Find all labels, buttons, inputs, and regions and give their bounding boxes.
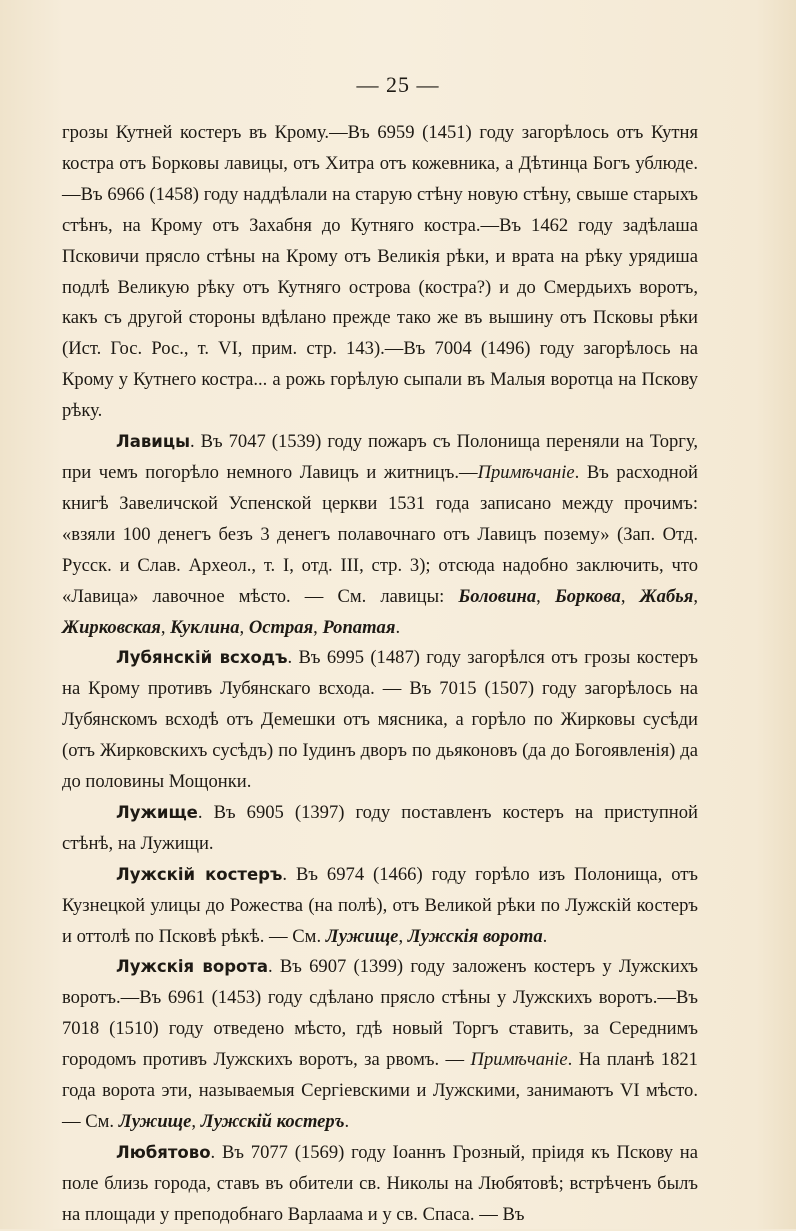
separator: , [620, 585, 640, 607]
paragraph-text: грозы Кутней костеръ въ Крому.—Въ 6959 (1451) году загорѣлось отъ Кутня костра отъ Борковы лавицы, отъ Хитра отъ кожевника, а Дѣтинца Богъ ублюде.—Въ 6966 (1458) году наддѣлали на старую стѣну новую стѣну, свыше старыхъ стѣнъ, на Крому отъ Захабня до Кутняго костра.—Въ 1462 году задѣлаша Псковичи прясло стѣны на Крому отъ Великія рѣки, и врата на рѣку урядиша подлѣ Великую рѣку отъ Кутняго острова (костра?) и до Смердьихъ воротъ, какъ съ другой стороны вдѣлано прежде тако же въ вышину отъ Псковы рѣки (Ист. Гос. Рос., т. VI, прим. стр. 143).—Въ 7004 (1496) году загорѣлось на Крому у Кутнего костра... а рожь горѣлую сыпали въ Малыя воротца на Пскову рѣку. [62, 122, 698, 422]
cross-reference: Жирковская [62, 616, 161, 638]
entry-text: . Въ 6907 (1399) году заложенъ костеръ у Лужскихъ воротъ.—Въ 6961 (1453) году сдѣлано прясло стѣны у Лужскихъ воротъ.—Въ 7018 (1510) году отведено мѣсто, гдѣ новый Торгъ ставить, за Середнимъ городомъ противъ Лужскихъ воротъ, за рвомъ. — [62, 956, 698, 1071]
note-label: Примѣчаніе [470, 1049, 568, 1071]
entry-lavitsy [62, 427, 698, 643]
cross-reference: Куклина [170, 616, 240, 638]
cross-reference: Боловина [458, 585, 537, 607]
entry-text: . Въ 6995 (1487) году загорѣлся отъ грозы костеръ на Крому противъ Лубянскаго всхода. — Въ 7015 (1507) году загорѣлось на Лубянскомъ всходѣ отъ Демешки отъ мясника, а горѣло по Жирковы сусѣди (отъ Жирковскихъ сусѣдъ) по Іудинъ дворъ по дьяконовъ (да до Богоявленія) да до половины Мощонки. [62, 647, 699, 793]
page-text [62, 118, 698, 1231]
separator: , [536, 585, 555, 607]
cross-reference: Лужище [118, 1111, 192, 1132]
paragraph-kutny-kostyor [62, 118, 698, 427]
separator: , [160, 616, 171, 638]
entry-lyubyatovo [62, 1138, 698, 1231]
entry-term: Любятово [116, 1142, 211, 1162]
separator: , [398, 925, 408, 947]
entry-luzhskiya-vorota [62, 952, 698, 1137]
cross-reference: Боркова [554, 585, 621, 607]
cross-reference: Лужскія ворота [407, 925, 543, 947]
entry-end: . [395, 616, 401, 638]
entry-text: . Въ 7077 (1569) году Іоаннъ Грозный, пріидя къ Пскову на поле близь города, ставъ въ обители св. Николы на Любятовѣ; встрѣченъ былъ на площади у преподобнаго Варлаама и у св. Спаса. — Въ [62, 1141, 698, 1225]
cross-reference: Острая [248, 616, 314, 638]
entry-text: . Въ расходной книгѣ Завеличской Успенской церкви 1531 года записано между прочимъ: «взяли 100 денегъ безъ 3 денегъ полавочнаго отъ Лавицъ позему» (Зап. Отд. Русск. и Слав. Археол., т. I, отд. III, стр. 3); отсюда надобно заключить, что «Лавица» лавочное мѣсто. — См. лавицы: [62, 461, 698, 607]
entry-term: Лубянскій всходъ [116, 648, 288, 668]
cross-reference: Лужище [325, 925, 399, 947]
entry-text: . На планѣ 1821 года ворота эти, называемыя Сергіевскими и Лужскими, занимаютъ VI мѣсто. — См. [62, 1049, 698, 1132]
page-number: — 25 — [356, 72, 440, 97]
entry-text: . Въ 6905 (1397) году поставленъ костеръ на приступной стѣнѣ, на Лужищи. [62, 801, 698, 854]
entry-term: Лужскій костеръ [116, 864, 283, 884]
cross-reference: Жабья [639, 585, 694, 607]
entry-term: Лавицы [116, 432, 190, 452]
separator: , [313, 616, 323, 638]
entry-text: . Въ 7047 (1539) году пожаръ съ Полонища переняли на Торгу, при чемъ погорѣло немного Лавицъ и житницъ.— [62, 431, 698, 483]
separator: , [239, 616, 249, 638]
separator: , [693, 585, 698, 607]
cross-reference: Лужскій костеръ [200, 1111, 345, 1132]
entry-text: . Въ 6974 (1466) году горѣло изъ Полонища, отъ Кузнецкой улицы до Рожества (на полѣ), отъ Великой рѣки по Лужскій костеръ и оттолѣ по Псковѣ рѣкѣ. — См. [62, 863, 698, 947]
entry-end: . [542, 925, 548, 947]
note-label: Примѣчаніе [477, 461, 575, 483]
entry-term: Лужище [116, 802, 198, 822]
entry-luzhsky-kostyor [62, 860, 698, 953]
separator: , [191, 1111, 201, 1132]
entry-end: . [344, 1111, 350, 1132]
cross-reference: Ропатая [322, 616, 396, 638]
entry-luzhishche [62, 798, 698, 860]
entry-lubyansky-vskhod [62, 643, 698, 798]
entry-term: Лужскія ворота [116, 957, 269, 977]
